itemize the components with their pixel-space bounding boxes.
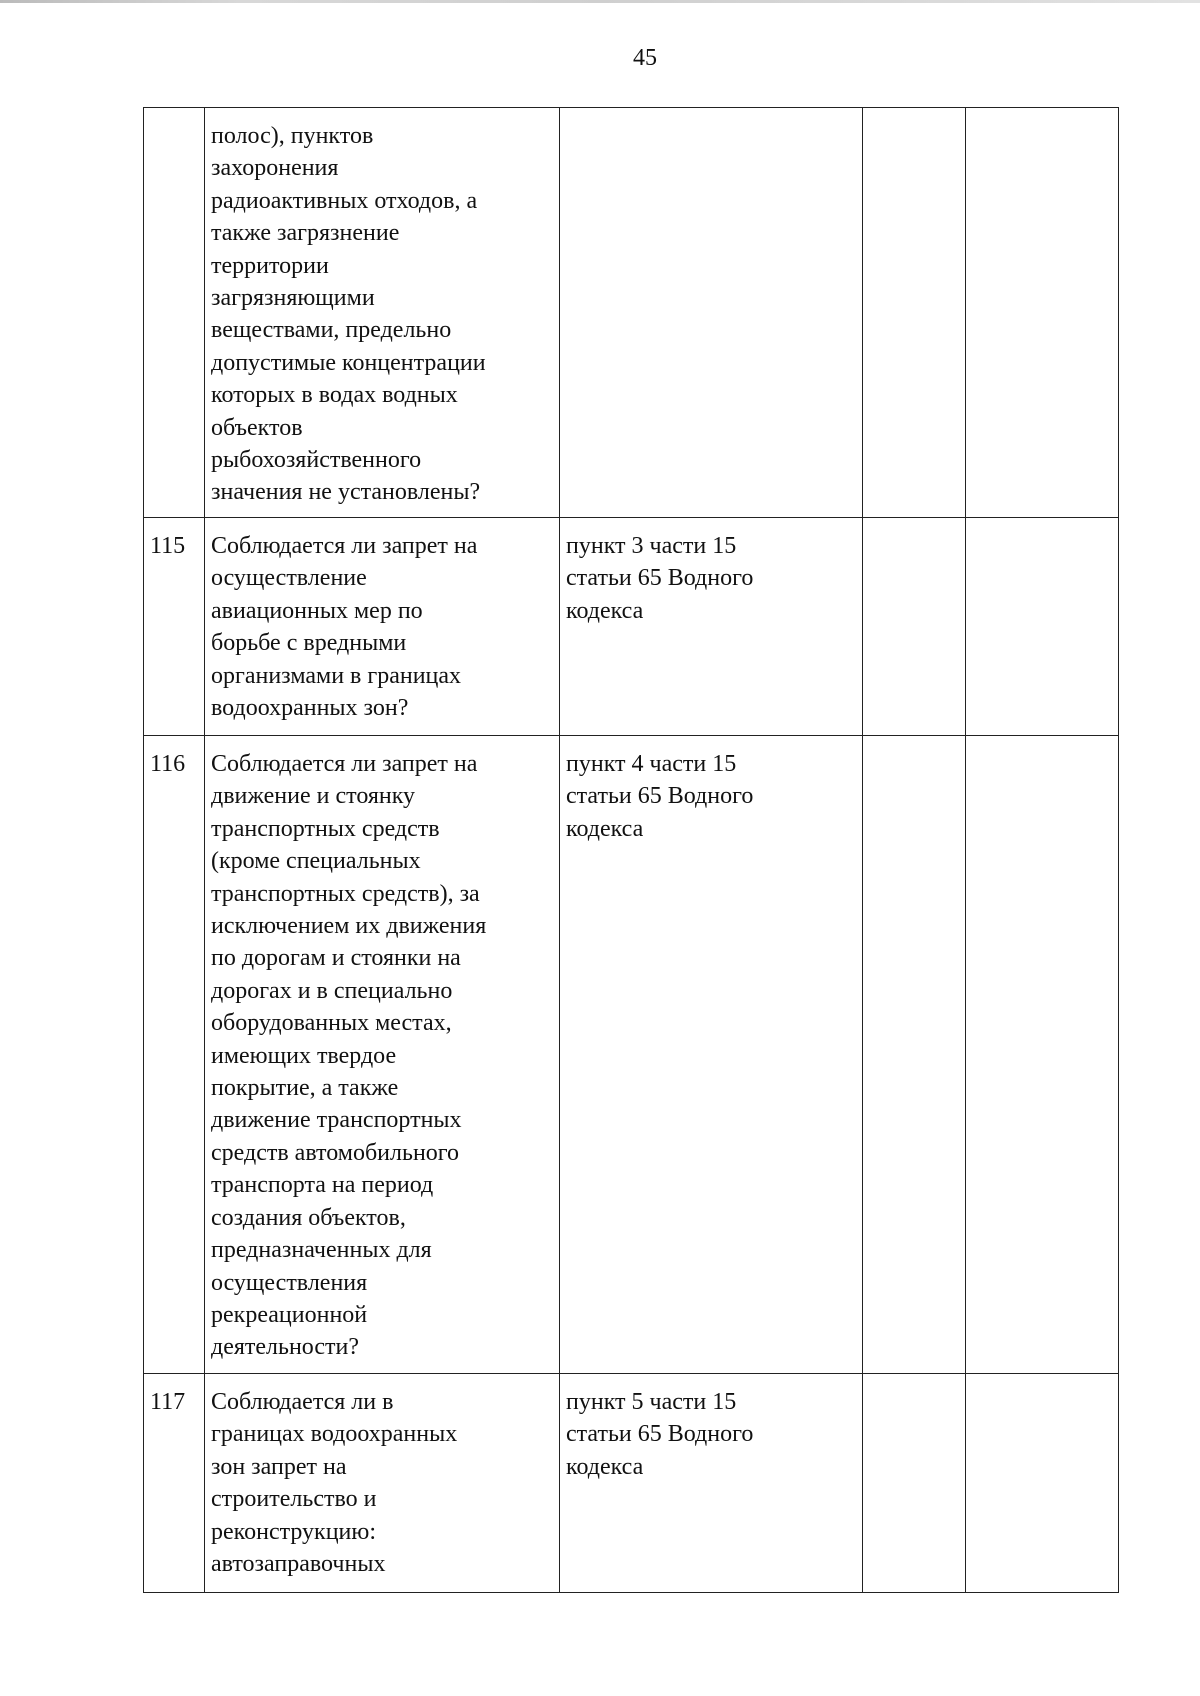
legal-reference-cell: пункт 5 части 15 статьи 65 Водного кодекса xyxy=(560,1374,863,1593)
note-cell xyxy=(966,518,1119,736)
legal-reference-cell: пункт 3 части 15 статьи 65 Водного кодекса xyxy=(560,518,863,736)
scan-top-edge xyxy=(0,0,1200,3)
note-cell xyxy=(966,108,1119,518)
answer-cell xyxy=(863,1374,966,1593)
note-cell xyxy=(966,736,1119,1374)
table-row-116 xyxy=(144,736,1119,1374)
question-cell: Соблюдается ли в границах водоохранных зон запрет на строительство и реконструкцию: автозаправочных xyxy=(205,1374,560,1593)
table-row-117 xyxy=(144,1374,1119,1593)
checklist-table xyxy=(143,107,1119,1593)
note-cell xyxy=(966,1374,1119,1593)
legal-reference-cell: пункт 4 части 15 статьи 65 Водного кодекса xyxy=(560,736,863,1374)
row-number-cell: 117 xyxy=(144,1374,205,1593)
legal-reference-cell xyxy=(560,108,863,518)
table-row-115 xyxy=(144,518,1119,736)
question-cell: полос), пунктов захоронения радиоактивных отходов, а также загрязнение территории загрязняющими веществами, предельно допустимые концентрации которых в водах водных объектов рыбохозяйственного значения не установлены? xyxy=(205,108,560,518)
row-number-cell xyxy=(144,108,205,518)
page-number: 45 xyxy=(633,45,657,71)
row-number-cell: 116 xyxy=(144,736,205,1374)
table-row-continuation xyxy=(144,108,1119,518)
answer-cell xyxy=(863,736,966,1374)
answer-cell xyxy=(863,518,966,736)
answer-cell xyxy=(863,108,966,518)
question-cell: Соблюдается ли запрет на осуществление авиационных мер по борьбе с вредными организмами в границах водоохранных зон? xyxy=(205,518,560,736)
question-cell: Соблюдается ли запрет на движение и стоянку транспортных средств (кроме специальных транспортных средств), за исключением их движения по дорогам и стоянки на дорогах и в специально оборудованных местах, имеющих твердое покрытие, а также движение транспортных средств автомобильного транспорта на период создания объектов, предназначенных для осуществления рекреационной деятельности? xyxy=(205,736,560,1374)
row-number-cell: 115 xyxy=(144,518,205,736)
